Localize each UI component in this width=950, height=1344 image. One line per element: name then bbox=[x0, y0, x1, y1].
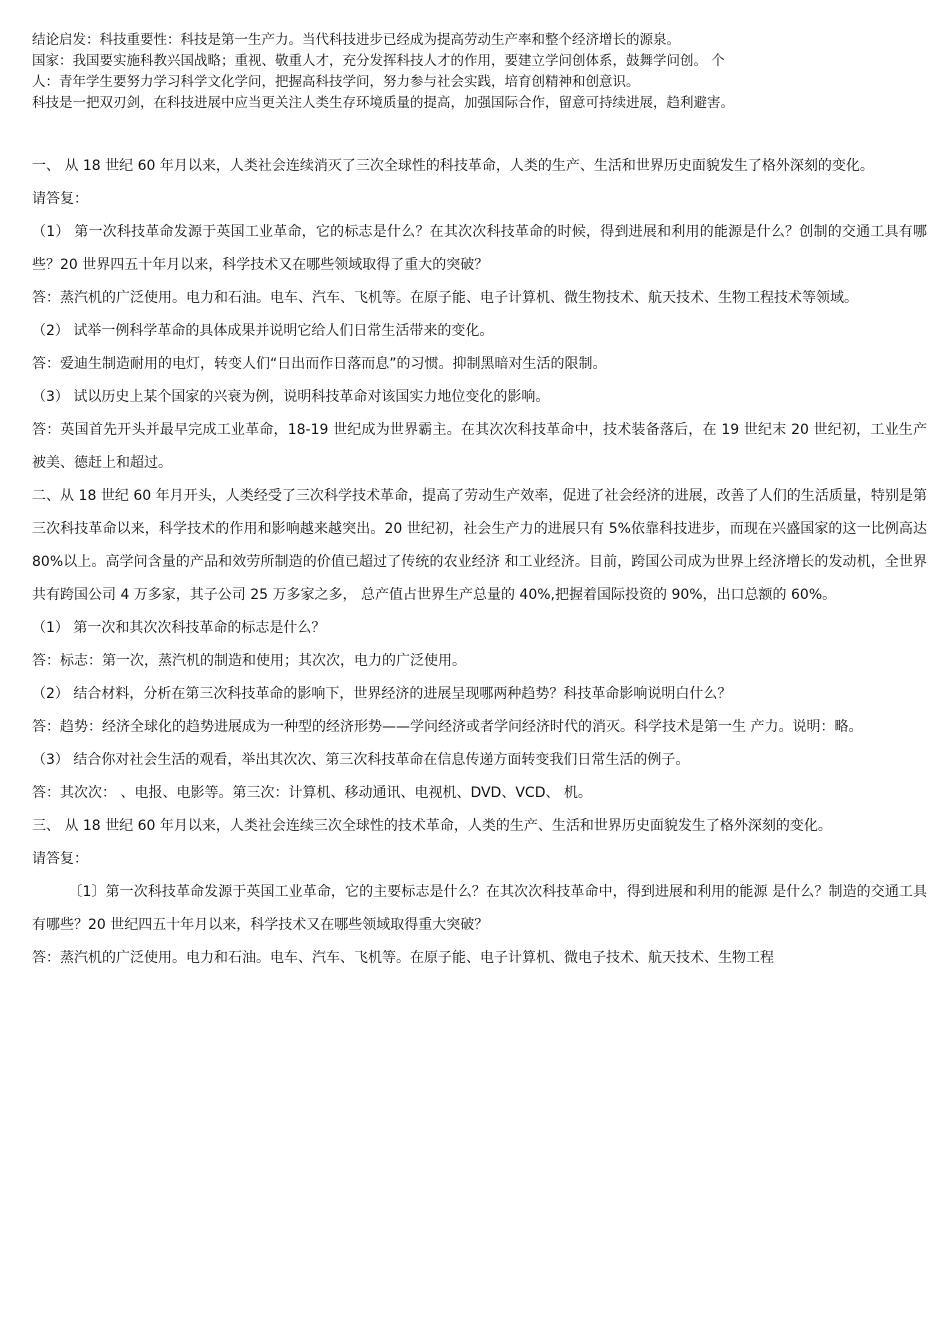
sub-question: 〔1〕第一次科技革命发源于英国工业革命，它的主要标志是什么？在其次次科技革命中，得到进展和利用的能源 是什么？制造的交通工具有哪些？20 世纪四五十年月以来，科学技术又在哪些领域取得重大突破？ bbox=[32, 884, 927, 933]
answer-text: 答：其次次： 、电报、电影等。第三次：计算机、移动通讯、电视机、DVD、VCD、 机。 bbox=[32, 785, 592, 801]
conclusion-section bbox=[32, 30, 922, 114]
conclusion-line: 结论启发：科技重要性：科技是第一生产力。当代科技进步已经成为提高劳动生产率和整个经济增长的源泉。 bbox=[32, 32, 680, 48]
answer-text: 答：趋势：经济全球化的趋势进展成为一种型的经济形势——学问经济或者学问经济时代的消灭。科学技术是第一生 产力。说明：略。 bbox=[32, 719, 863, 735]
sub-question: （3） 结合你对社会生活的观看，举出其次次、第三次科技革命在信息传递方面转变我们日常生活的例子。 bbox=[32, 752, 690, 768]
answer-text: 答：蒸汽机的广泛使用。电力和石油。电车、汽车、飞机等。在原子能、电子计算机、微电子技术、航天技术、生物工程 bbox=[32, 950, 774, 966]
sub-question: （2） 试举一例科学革命的具体成果并说明它给人们日常生活带来的变化。 bbox=[32, 323, 494, 339]
question-section bbox=[32, 150, 927, 975]
answer-text: 答：英国首先开头并最早完成工业革命，18-19 世纪成为世界霸主。在其次次科技革命中，技术装备落后，在 19 世纪末 20 世纪初，工业生产被美、德赶上和超过。 bbox=[32, 422, 927, 471]
answer-text: 答：蒸汽机的广泛使用。电力和石油。电车、汽车、飞机等。在原子能、电子计算机、微生物技术、航天技术、生物工程技术等领域。 bbox=[32, 290, 858, 306]
question-heading-2: 二、从 18 世纪 60 年月开头，人类经受了三次科学技术革命，提高了劳动生产效率，促进了社会经济的进展，改善了人们的生活质量，特别是第三次科技革命以来，科学技术的作用和影响越来越突出。20 世纪初，社会生产力的进展只有 5%依靠科技进步，而现在兴盛国家的这一比例高达 80%以上。高学问含量的产品和效劳所制造的价值已超过了传统的农业经济 和工业经济。目前，跨国公司成为世界上经济增长的发动机，全世界共有跨国公司 4 万多家，其子公司 25 万多家之多， 总产值占世界生产总量的 40%,把握着国际投资的 90%，出口总额的 60%。 bbox=[32, 488, 927, 603]
conclusion-line: 人：青年学生要努力学习科学文化学问，把握高科技学问，努力参与社会实践，培育创精神和创意识。 bbox=[32, 74, 640, 90]
instruction-text: 请答复： bbox=[32, 191, 88, 207]
conclusion-line: 科技是一把双刃剑，在科技进展中应当更关注人类生存环境质量的提高，加强国际合作，留意可持续进展，趋利避害。 bbox=[32, 95, 734, 111]
question-heading-1: 一、 从 18 世纪 60 年月以来，人类社会连续消灭了三次全球性的科技革命，人类的生产、生活和世界历史面貌发生了格外深刻的变化。 bbox=[32, 158, 874, 174]
sub-question: （2） 结合材料，分析在第三次科技革命的影响下，世界经济的进展呈现哪两种趋势？科技革命影响说明白什么？ bbox=[32, 686, 732, 702]
sub-question: （3） 试以历史上某个国家的兴衰为例，说明科技革命对该国实力地位变化的影响。 bbox=[32, 389, 550, 405]
answer-text: 答：爱迪生制造耐用的电灯，转变人们“日出而作日落而息”的习惯。抑制黑暗对生活的限制。 bbox=[32, 356, 607, 372]
sub-question: （1） 第一次和其次次科技革命的标志是什么？ bbox=[32, 620, 326, 636]
instruction-text: 请答复： bbox=[32, 851, 88, 867]
question-heading-3: 三、 从 18 世纪 60 年月以来，人类社会连续三次全球性的技术革命，人类的生产、生活和世界历史面貌发生了格外深刻的变化。 bbox=[32, 818, 832, 834]
conclusion-line: 国家：我国要实施科教兴国战略；重视、敬重人才，充分发挥科技人才的作用，要建立学问创体系，鼓舞学问创。 个 bbox=[32, 53, 725, 69]
sub-question: （1） 第一次科技革命发源于英国工业革命，它的标志是什么？在其次次科技革命的时候，得到进展和利用的能源是什么？创制的交通工具有哪些？20 世界四五十年月以来，科学技术又在哪些领域取得了重大的突破？ bbox=[32, 224, 927, 273]
answer-text: 答：标志：第一次，蒸汽机的制造和使用；其次次，电力的广泛使用。 bbox=[32, 653, 466, 669]
